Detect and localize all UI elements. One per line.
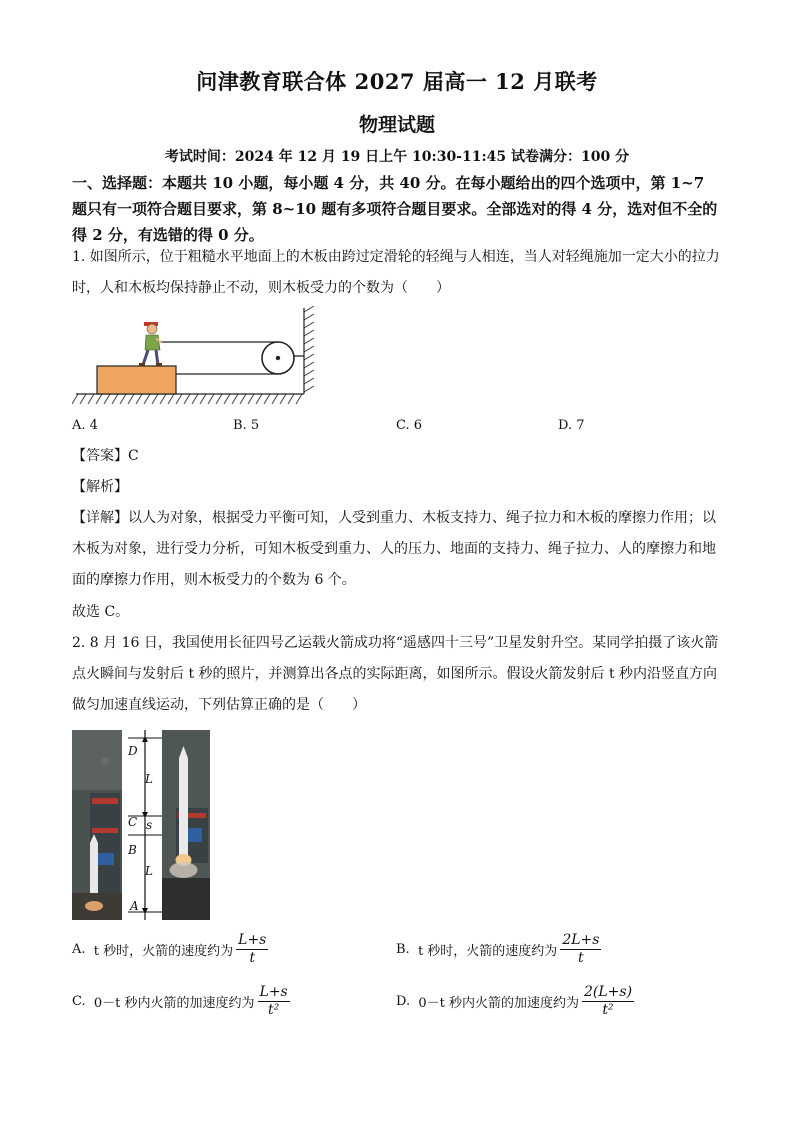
exam-title: 问津教育联合体 2027 届高一 12 月联考: [196, 69, 598, 94]
question-2-stem: 2. 8 月 16 日，我国使用长征四号乙运载火箭成功将“遥感四十三号”卫星发射升空。某同学拍摄了该火箭点火瞬间与发射后 t 秒的照片，并测算出各点的实际距离，如图所示。假设火箭发射后 t 秒内沿竖直方向做匀加速直线运动，下列估算正确的是（ ）: [72, 635, 719, 713]
pulley-diagram: [72, 306, 322, 410]
wooden-board: [97, 366, 176, 394]
exam-info: 考试时间：2024 年 12 月 19 日上午 10:30-11:45 试卷满分：100 分: [164, 149, 630, 165]
q2-option-d: D. 0－t 秒内火箭的加速度约为 $\frac{2(L+s)}{\text{t²}}$: [396, 984, 633, 1018]
point-b-label: B: [128, 843, 137, 857]
q2-option-a-fraction: $\frac{L+s}{t}$: [238, 932, 267, 966]
exam-subject: 物理试题: [358, 114, 435, 136]
segment-l-lower-label: L: [145, 864, 153, 878]
question-1-stem: 1. 如图所示，位于粗糙水平地面上的木板由跨过定滑轮的轻绳与人相连，当人对轻绳施加一定大小的拉力时，人和木板均保持静止不动，则木板受力的个数为（ ）: [72, 249, 720, 296]
q1-answer: [72, 441, 724, 472]
answer-label: 【答案】: [72, 448, 128, 464]
point-c-label: C: [128, 815, 138, 829]
q2-option-a: A. t 秒时，火箭的速度约为 $\frac{L+s}{t}$: [72, 932, 267, 966]
rocket-photo-figure: [72, 728, 212, 924]
q2-option-b-fraction: $\frac{2L+s}{t}$: [562, 932, 600, 966]
q1-detail: 【详解】以人为对象，根据受力平衡可知，人受到重力、木板支持力、绳子拉力和木板的摩擦力作用；以木板为对象，进行受力分析，可知木板受到重力、人的压力、地面的支持力、绳子拉力、人的摩擦力和地面的摩擦力作用，则木板受力的个数为 6 个。: [72, 510, 716, 588]
q1-analysis-label: 【解析】: [72, 479, 128, 495]
answer-value: C: [128, 448, 139, 464]
q1-conclusion: 故选 C。: [72, 604, 130, 620]
q1-option-c: C. 6: [396, 418, 423, 433]
point-a-label: A: [130, 899, 139, 913]
point-d-label: D: [128, 744, 138, 758]
q2-option-c: C. 0－t 秒内火箭的加速度约为 $\frac{L+s}{\text{t²}}$: [72, 984, 288, 1018]
q1-option-d: D. 7: [558, 418, 585, 433]
section-heading: 一、选择题：本题共 10 小题，每小题 4 分，共 40 分。在每小题给出的四个选项中，第 1~7 题只有一项符合题目要求，第 8~10 题有多项符合题目要求。全部选对的得 4 分，选对但不全的得 2 分，有选错的得 0 分。: [72, 174, 718, 244]
q2-option-d-fraction: $\frac{2(L+s)}{\text{t²}}$: [584, 984, 633, 1018]
segment-l-upper-label: L: [145, 772, 153, 786]
q1-option-a: A. 4: [72, 418, 98, 433]
q2-option-b: B. t 秒时，火箭的速度约为 $\frac{2L+s}{t}$: [396, 932, 600, 966]
segment-s-label: s: [146, 818, 153, 832]
person-figure: [139, 322, 162, 366]
q1-option-b: B. 5: [233, 418, 260, 433]
q2-option-c-fraction: $\frac{L+s}{\text{t²}}$: [259, 984, 288, 1018]
